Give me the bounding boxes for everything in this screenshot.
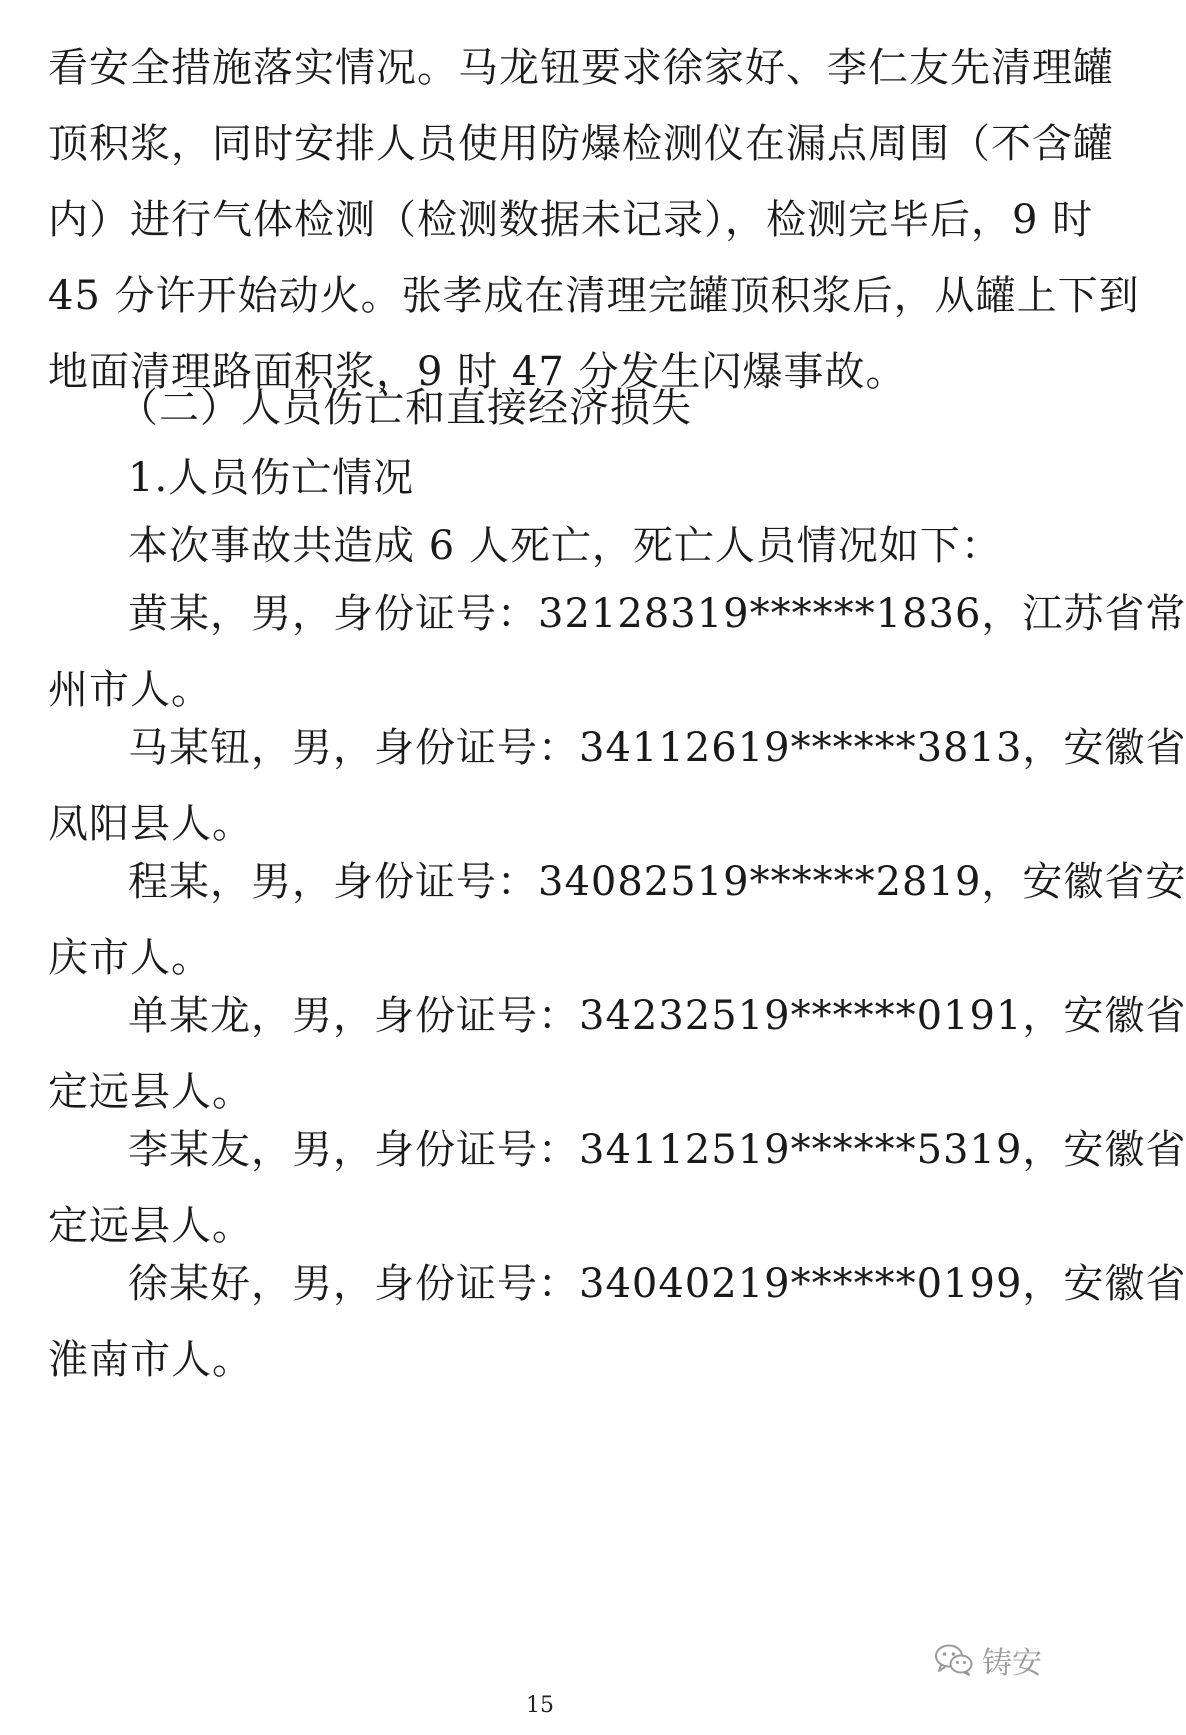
victim-line2: 定远县人。 [48,1203,253,1249]
victim-entry [48,844,1186,996]
victim-line2: 淮南市人。 [48,1337,253,1383]
body-paragraph [48,30,1140,410]
victim-entry [48,1246,1186,1398]
body-line: 看安全措施落实情况。马龙钮要求徐家好、李仁友先清理罐 [48,45,1114,91]
victim-entry [48,978,1186,1130]
page-number: 15 [526,1693,554,1718]
body-line: 内）进行气体检测（检测数据未记录），检测完毕后，9 时 [48,197,1094,243]
victim-line2: 庆市人。 [48,935,212,981]
victim-line1: 黄某，男，身份证号：32128319******1836，江苏省常 [128,591,1186,637]
victim-line2: 州市人。 [48,667,212,713]
victim-line2: 定远县人。 [48,1069,253,1115]
victim-entry [48,710,1186,862]
victim-entry [48,576,1186,728]
victim-line1: 马某钮，男，身份证号：34112619******3813，安徽省 [128,725,1186,771]
body-line: 顶积浆，同时安排人员使用防爆检测仪在漏点周围（不含罐 [48,121,1114,167]
victim-entry [48,1112,1186,1264]
watermark [934,1638,1042,1682]
victim-line1: 李某友，男，身份证号：34112519******5319，安徽省 [128,1127,1186,1173]
victim-line1: 程某，男，身份证号：34082519******2819，安徽省安 [128,859,1186,905]
intro-paragraph: 本次事故共造成 6 人死亡，死亡人员情况如下： [128,523,1002,569]
subsection-heading: 1.人员伤亡情况 [128,455,415,501]
victim-line1: 单某龙，男，身份证号：34232519******0191，安徽省 [128,993,1186,1039]
section-heading: （二）人员伤亡和直接经济损失 [118,385,692,431]
body-line: 45 分许开始动火。张孝成在清理完罐顶积浆后，从罐上下到 [48,273,1140,319]
watermark-text: 铸安 [982,1646,1042,1681]
victim-line1: 徐某好，男，身份证号：34040219******0199，安徽省 [128,1261,1186,1307]
body-line: 地面清理路面积浆，9 时 47 分发生闪爆事故。 [48,349,907,395]
victim-line2: 凤阳县人。 [48,801,253,847]
wechat-icon [934,1643,974,1677]
